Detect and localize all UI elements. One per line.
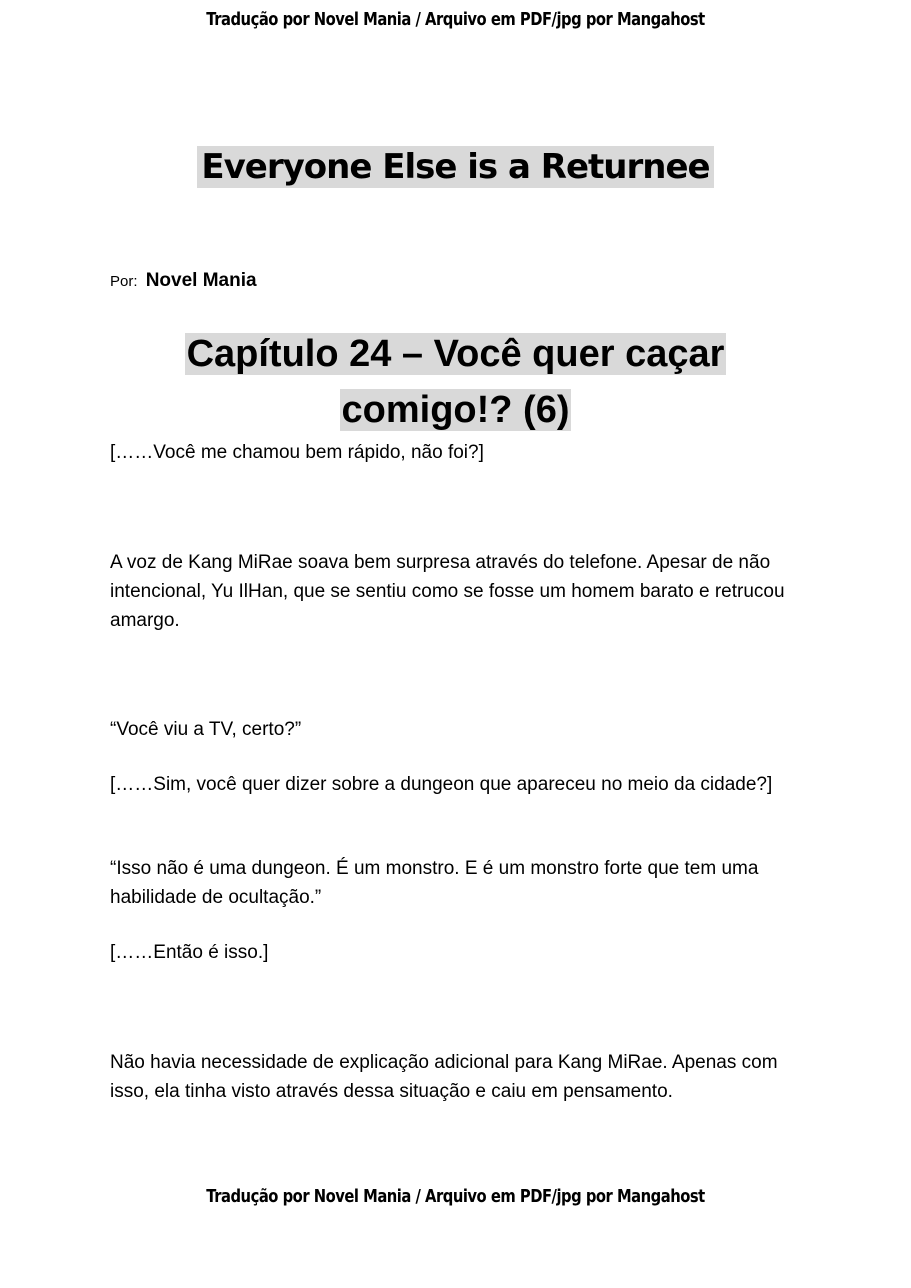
paragraph: “Isso não é uma dungeon. É um monstro. E é um monstro forte que tem uma habilidade de ocultação.” [110,858,759,908]
book-title-container [0,146,911,188]
byline-prefix: Por: [110,273,138,290]
paragraph: [……Você me chamou bem rápido, não foi?] [110,442,484,463]
page-header: Tradução por Novel Mania / Arquivo em PDF/jpg por Mangahost [206,9,705,30]
chapter-title-line-1: Capítulo 24 – Você quer caçar [186,333,725,375]
book-title: Everyone Else is a Returnee [197,146,713,188]
paragraph: A voz de Kang MiRae soava bem surpresa através do telefone. Apesar de não intencional, Yu IlHan, que se sentiu como se fosse um homem barato e retrucou amargo. [110,552,785,631]
paragraph: [……Então é isso.] [110,942,269,963]
chapter-title [0,326,911,438]
byline-author: Novel Mania [145,270,257,291]
page-footer: Tradução por Novel Mania / Arquivo em PDF/jpg por Mangahost [206,1186,705,1207]
paragraph: “Você viu a TV, certo?” [110,719,302,740]
chapter-title-line-2: comigo!? (6) [341,389,570,431]
paragraph: Não havia necessidade de explicação adicional para Kang MiRae. Apenas com isso, ela tinha visto através dessa situação e caiu em pensamento. [110,1052,778,1102]
paragraph: [……Sim, você quer dizer sobre a dungeon que apareceu no meio da cidade?] [110,774,773,795]
byline [110,270,257,292]
